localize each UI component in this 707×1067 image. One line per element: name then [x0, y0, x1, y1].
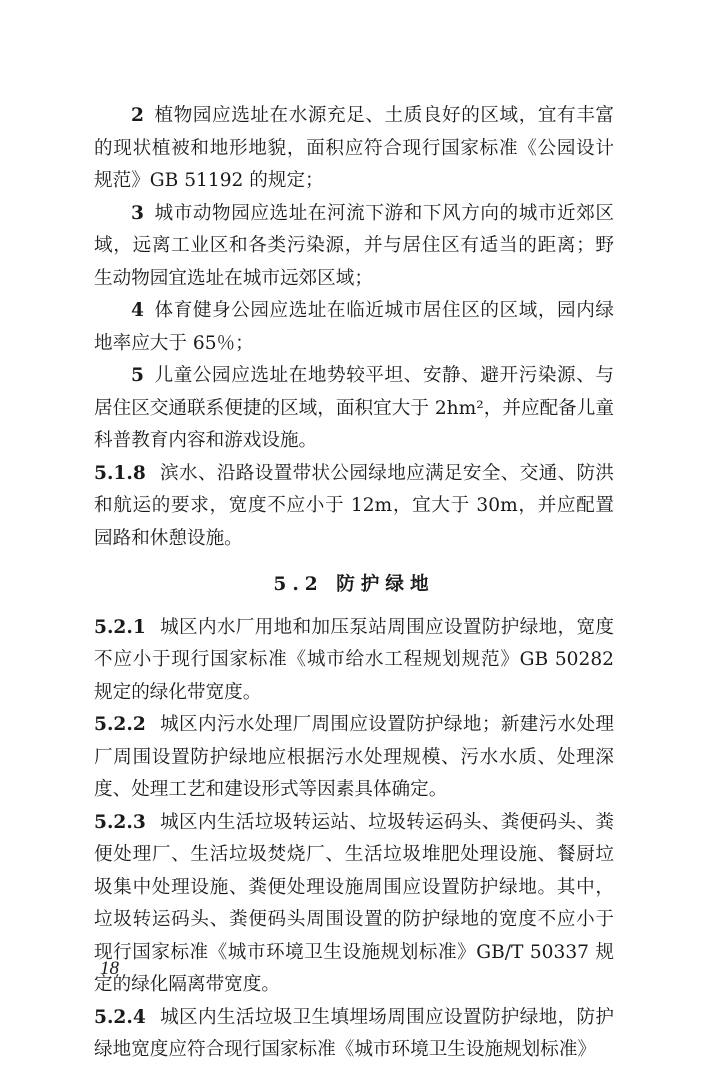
clause-number: 5.2.3: [94, 811, 146, 833]
clause: [94, 458, 614, 556]
clause: [94, 709, 614, 807]
list-item: [94, 360, 614, 458]
item-text: 城市动物园应选址在河流下游和下风方向的城市近郊区域，远离工业区和各类污染源，并与居住区有适当的距离；野生动物园宜选址在城市远郊区域；: [94, 202, 614, 289]
clause-text: 城区内污水处理厂周围应设置防护绿地；新建污水处理厂周围设置防护绿地应根据污水处理规模、污水水质、处理深度、处理工艺和建设形式等因素具体确定。: [94, 714, 614, 800]
item-number: 5: [131, 365, 144, 386]
clause-number: 5.2.4: [94, 1006, 146, 1028]
clause-number: 5.1.8: [94, 462, 146, 484]
document-body: [94, 100, 614, 1067]
page-number: 18: [100, 958, 119, 979]
clause: [94, 807, 614, 1002]
item-number: 2: [131, 105, 144, 126]
clause-number: 5.2.2: [94, 714, 146, 735]
clause: [94, 1002, 614, 1067]
list-item: [94, 100, 614, 198]
clause-text: 城区内生活垃圾卫生填埋场周围应设置防护绿地，防护绿地宽度应符合现行国家标准《城市环境卫生设施规划标准》: [94, 1006, 614, 1060]
item-text: 体育健身公园应选址在临近城市居住区的区域，园内绿地率应大于 65％；: [94, 300, 614, 354]
list-item: [94, 295, 614, 360]
clause: [94, 612, 614, 710]
item-number: 4: [131, 300, 144, 321]
clause-number: 5.2.1: [94, 616, 146, 638]
clause-text: 城区内生活垃圾转运站、垃圾转运码头、粪便码头、粪便处理厂、生活垃圾焚烧厂、生活垃圾堆肥处理设施、餐厨垃圾集中处理设施、粪便处理设施周围应设置防护绿地。其中，垃圾转运码头、粪便码头周围设置的防护绿地的宽度不应小于现行国家标准《城市环境卫生设施规划标准》GB/T 50337 规定的绿化隔离带宽度。: [94, 811, 614, 995]
list-item: [94, 198, 614, 296]
section-heading: 5.2 防护绿地: [273, 574, 435, 595]
item-number: 3: [131, 202, 144, 224]
clause-text: 滨水、沿路设置带状公园绿地应满足安全、交通、防洪和航运的要求，宽度不应小于 12m，宜大于 30m，并应配置园路和休憩设施。: [94, 462, 614, 549]
clause-text: 城区内水厂用地和加压泵站周围应设置防护绿地，宽度不应小于现行国家标准《城市给水工程规划规范》GB 50282 规定的绿化带宽度。: [94, 616, 614, 703]
item-text: 植物园应选址在水源充足、土质良好的区域，宜有丰富的现状植被和地形地貌，面积应符合现行国家标准《公园设计规范》GB 51192 的规定；: [94, 105, 614, 191]
item-text: 儿童公园应选址在地势较平坦、安静、避开污染源、与居住区交通联系便捷的区域，面积宜大于 2hm²，并应配备儿童科普教育内容和游戏设施。: [94, 365, 614, 451]
